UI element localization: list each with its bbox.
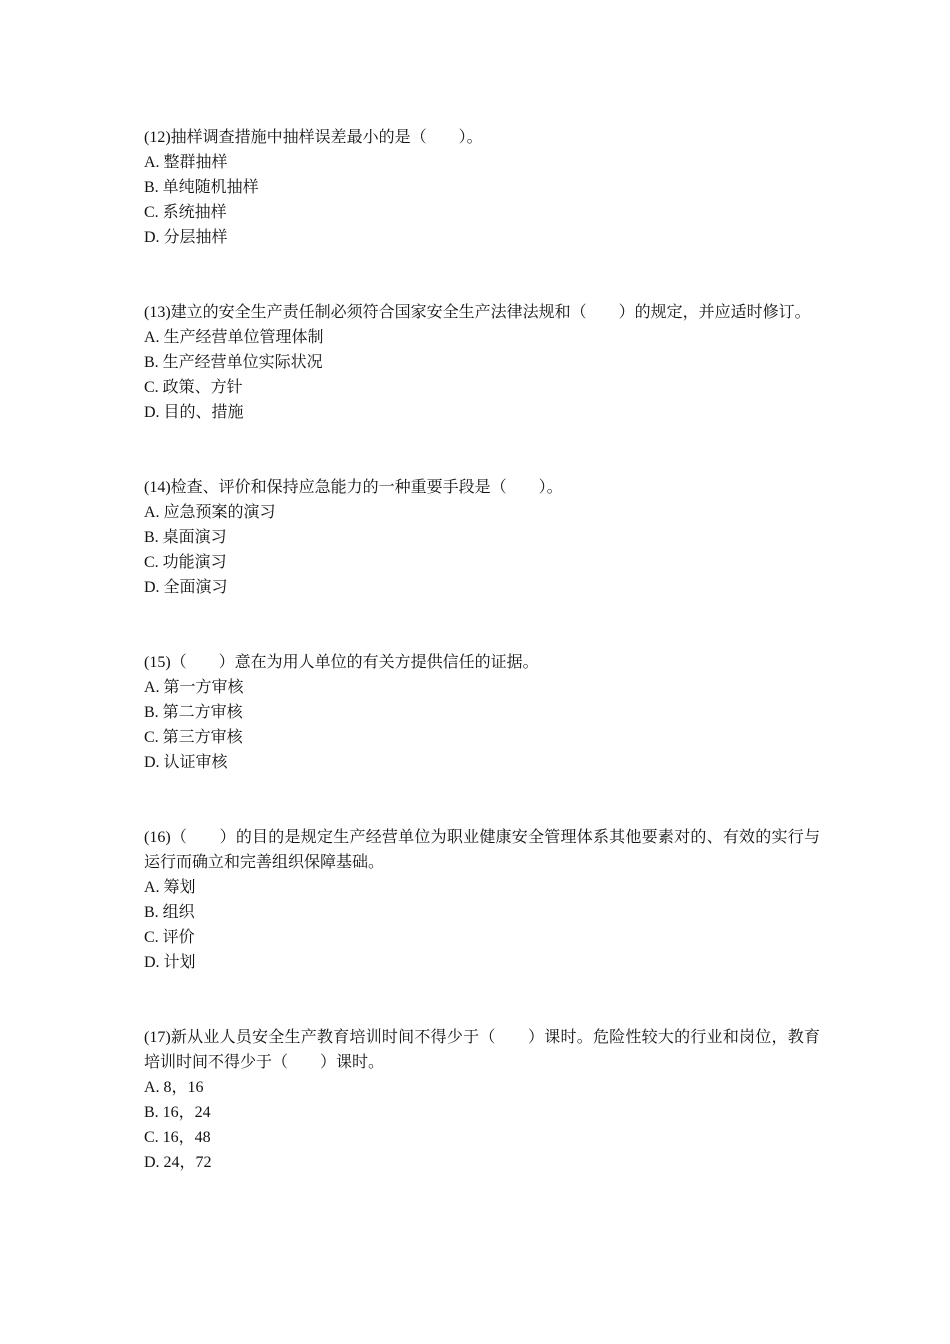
question-stem: (16)（ ）的目的是规定生产经营单位为职业健康安全管理体系其他要素对的、有效的实行与运行而确立和完善组织保障基础。 [144, 829, 820, 871]
option-d: D. 计划 [144, 954, 196, 971]
question-stem: (13)建立的安全生产责任制必须符合国家安全生产法律法规和（ ）的规定，并应适时修订。 [144, 304, 811, 321]
option-b: B. 单纯随机抽样 [144, 179, 259, 196]
option-d: D. 全面演习 [144, 579, 228, 596]
question-13 [144, 300, 820, 425]
question-12 [144, 125, 820, 250]
question-stem: (15)（ ）意在为用人单位的有关方提供信任的证据。 [144, 654, 539, 671]
option-list [144, 675, 820, 775]
option-c: C. 功能演习 [144, 554, 227, 571]
option-b: B. 16，24 [144, 1104, 211, 1121]
option-list [144, 875, 820, 975]
question-list [144, 125, 820, 1175]
option-list [144, 1075, 820, 1175]
question-15 [144, 650, 820, 775]
option-a: A. 筹划 [144, 879, 196, 896]
option-c: C. 评价 [144, 929, 195, 946]
question-16 [144, 825, 820, 975]
option-b: B. 生产经营单位实际状况 [144, 354, 323, 371]
question-stem: (14)检查、评价和保持应急能力的一种重要手段是（ ）。 [144, 479, 563, 496]
option-list [144, 150, 820, 250]
option-d: D. 目的、措施 [144, 404, 244, 421]
question-17 [144, 1025, 820, 1175]
question-stem: (12)抽样调查措施中抽样误差最小的是（ ）。 [144, 129, 483, 146]
option-d: D. 24，72 [144, 1154, 212, 1171]
option-a: A. 第一方审核 [144, 679, 244, 696]
option-c: C. 系统抽样 [144, 204, 227, 221]
option-d: D. 认证审核 [144, 754, 228, 771]
option-a: A. 应急预案的演习 [144, 504, 276, 521]
option-c: C. 政策、方针 [144, 379, 243, 396]
option-list [144, 500, 820, 600]
option-a: A. 8，16 [144, 1079, 204, 1096]
option-d: D. 分层抽样 [144, 229, 228, 246]
option-c: C. 第三方审核 [144, 729, 243, 746]
option-b: B. 桌面演习 [144, 529, 227, 546]
option-b: B. 组织 [144, 904, 195, 921]
question-stem: (17)新从业人员安全生产教育培训时间不得少于（ ）课时。危险性较大的行业和岗位，教育培训时间不得少于（ ）课时。 [144, 1029, 820, 1071]
option-list [144, 325, 820, 425]
option-c: C. 16，48 [144, 1129, 211, 1146]
question-14 [144, 475, 820, 600]
option-a: A. 整群抽样 [144, 154, 228, 171]
option-b: B. 第二方审核 [144, 704, 243, 721]
option-a: A. 生产经营单位管理体制 [144, 329, 324, 346]
